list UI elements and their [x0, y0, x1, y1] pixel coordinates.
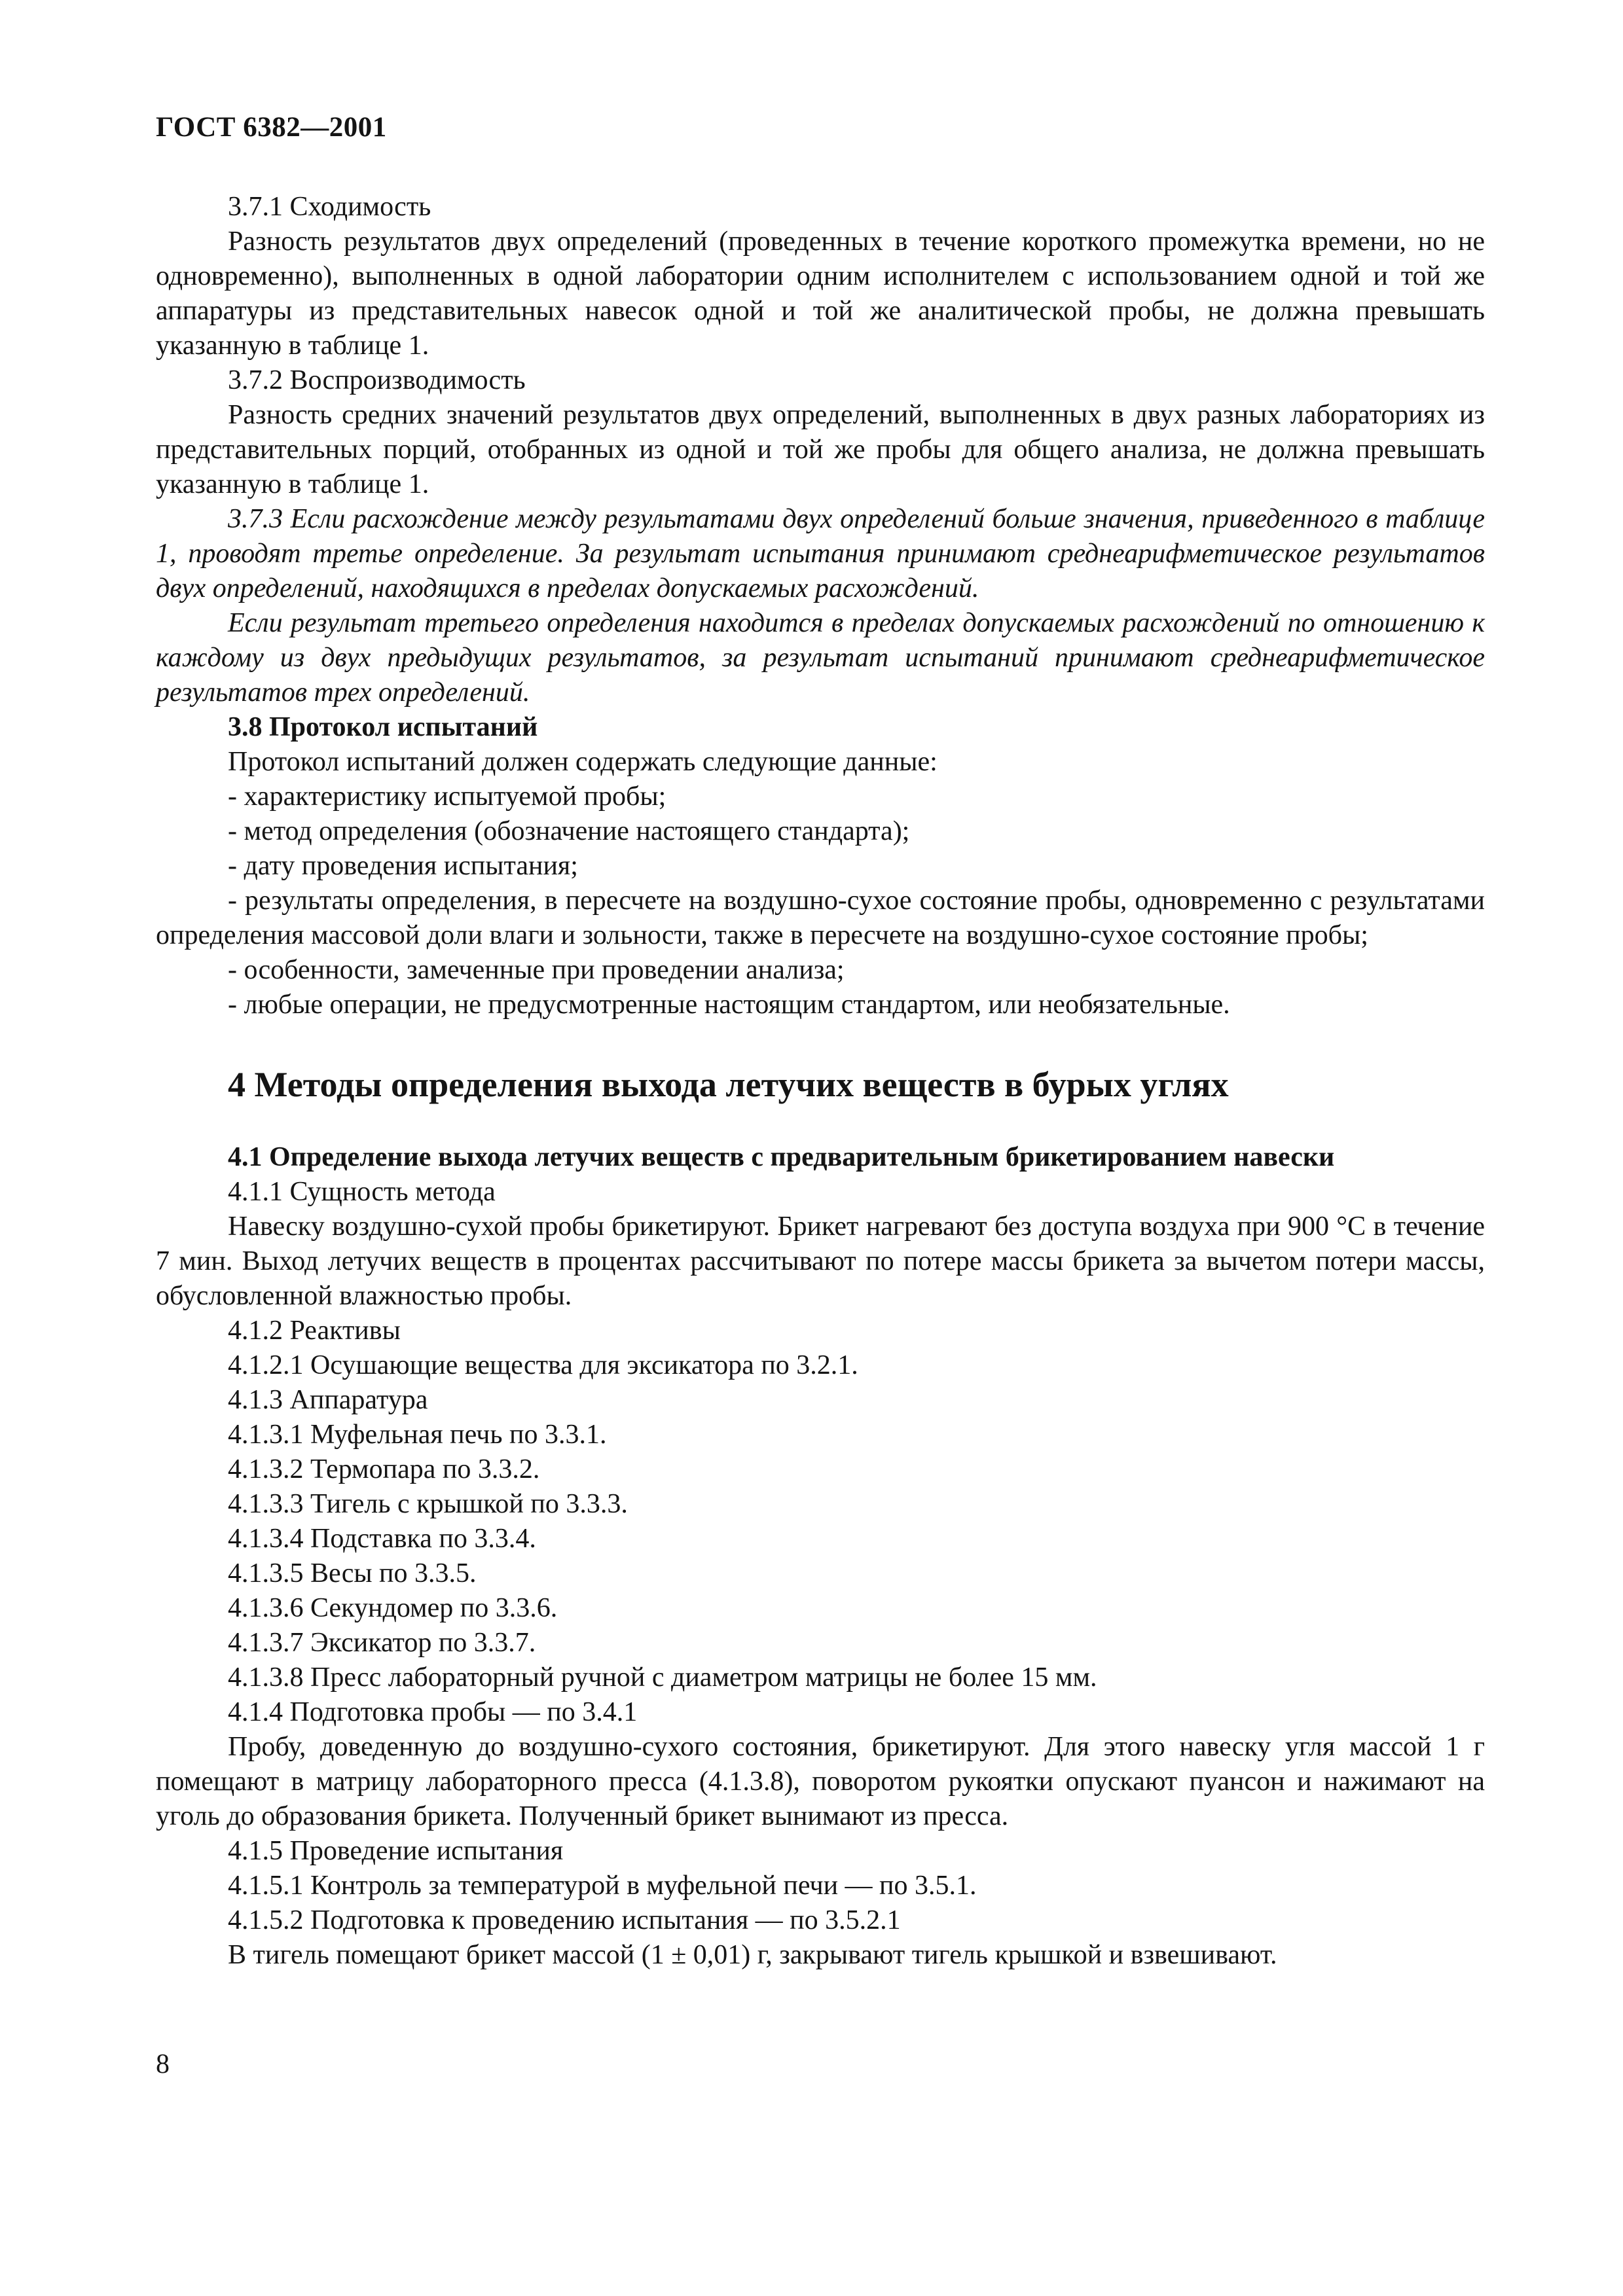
clause-4-1-2-title: 4.1.2 Реактивы — [228, 1316, 401, 1346]
clause-4-1-4-text: Пробу, доведенную до воздушно-сухого состояния, брикетируют. Для этого навеску угля массой 1 г помещают в матрицу лабораторного пресса (4.1.3.8), поворотом рукоятки опускают пуансон и нажимают на уголь до образования брикета. Полученный брикет вынимают из пресса. — [156, 1732, 1485, 1831]
list-item: - любые операции, не предусмотренные настоящим стандартом, или необязательные. — [228, 990, 1230, 1020]
clause-4-1-3-title: 4.1.3 Аппаратура — [228, 1385, 428, 1415]
list-item: 4.1.3.1 Муфельная печь по 3.3.1. — [228, 1420, 607, 1450]
document-body — [156, 190, 1485, 1973]
clause-3-8-intro: Протокол испытаний должен содержать следующие данные: — [228, 747, 938, 777]
clause-3-7-3-text: 3.7.3 Если расхождение между результатами двух определений больше значения, приведенного в таблице 1, проводят третье определение. За результат испытания принимают среднеарифметическое результатов двух определений, находящихся в пределах допускаемых расхождений. — [156, 504, 1485, 603]
list-item: - результаты определения, в пересчете на воздушно-сухое состояние пробы, одновременно с результатами определения массовой доли влаги и зольности, также в пересчете на воздушно-сухое состояние пробы; — [156, 886, 1485, 950]
clause-3-7-3-continuation: Если результат третьего определения находится в пределах допускаемых расхождений по отношению к каждому из двух предыдущих результатов, за результат испытаний принимают среднеарифметическое результатов трех определений. — [156, 608, 1485, 708]
clause-4-1-5-title: 4.1.5 Проведение испытания — [228, 1836, 564, 1866]
list-item: 4.1.3.5 Весы по 3.3.5. — [228, 1558, 477, 1588]
list-item: - характеристику испытуемой пробы; — [228, 781, 666, 812]
clause-4-1-5-2: 4.1.5.2 Подготовка к проведению испытания — по 3.5.2.1 — [228, 1905, 901, 1935]
list-item: 4.1.3.6 Секундомер по 3.3.6. — [228, 1593, 558, 1623]
list-item: - особенности, замеченные при проведении анализа; — [228, 955, 845, 985]
list-item: - метод определения (обозначение настоящего стандарта); — [228, 816, 910, 846]
document-header: ГОСТ 6382—2001 — [156, 112, 387, 143]
section-4-heading: 4 Методы определения выхода летучих веществ в бурых углях — [228, 1065, 1229, 1104]
list-item: 4.1.3.4 Подставка по 3.3.4. — [228, 1524, 536, 1554]
clause-3-7-1-title: 3.7.1 Сходимость — [228, 192, 431, 222]
clause-3-7-2-text: Разность средних значений результатов двух определений, выполненных в двух разных лабораториях из представительных порций, отобранных из одной и той же пробы для общего анализа, не должна превышать указанную в таблице 1. — [156, 400, 1485, 499]
clause-4-1-4-title: 4.1.4 Подготовка пробы — по 3.4.1 — [228, 1697, 638, 1727]
list-item: 4.1.3.8 Пресс лабораторный ручной с диаметром матрицы не более 15 мм. — [228, 1662, 1097, 1693]
clause-4-1-1-text: Навеску воздушно-сухой пробы брикетируют. Брикет нагревают без доступа воздуха при 900 °С в течение 7 мин. Выход летучих веществ в процентах рассчитывают по потере массы брикета за вычетом потери массы, обусловленной влажностью пробы. — [156, 1211, 1485, 1311]
page-number: 8 — [156, 2049, 170, 2079]
clause-4-1-2-1: 4.1.2.1 Осушающие вещества для эксикатора по 3.2.1. — [228, 1350, 858, 1380]
clause-3-8-title: 3.8 Протокол испытаний — [228, 712, 538, 742]
list-item: 4.1.3.3 Тигель с крышкой по 3.3.3. — [228, 1489, 628, 1519]
clause-4-1-1-title: 4.1.1 Сущность метода — [228, 1177, 496, 1207]
list-item: 4.1.3.2 Термопара по 3.3.2. — [228, 1454, 540, 1484]
clause-3-7-1-text: Разность результатов двух определений (проведенных в течение короткого промежутка времени, но не одновременно), выполненных в одной лаборатории одним исполнителем с использованием одной и той же аппаратуры из представительных навесок одной и той же аналитической пробы, не должна превышать указанную в таблице 1. — [156, 226, 1485, 361]
clause-4-1-title: 4.1 Определение выхода летучих веществ с предварительным брикетированием навески — [228, 1142, 1335, 1172]
list-item: 4.1.3.7 Эксикатор по 3.3.7. — [228, 1628, 536, 1658]
list-item: - дату проведения испытания; — [228, 851, 578, 881]
clause-4-1-5-1: 4.1.5.1 Контроль за температурой в муфельной печи — по 3.5.1. — [228, 1871, 977, 1901]
clause-4-1-5-2-text: В тигель помещают брикет массой (1 ± 0,01) г, закрывают тигель крышкой и взвешивают. — [228, 1940, 1277, 1970]
clause-3-7-2-title: 3.7.2 Воспроизводимость — [228, 365, 526, 395]
